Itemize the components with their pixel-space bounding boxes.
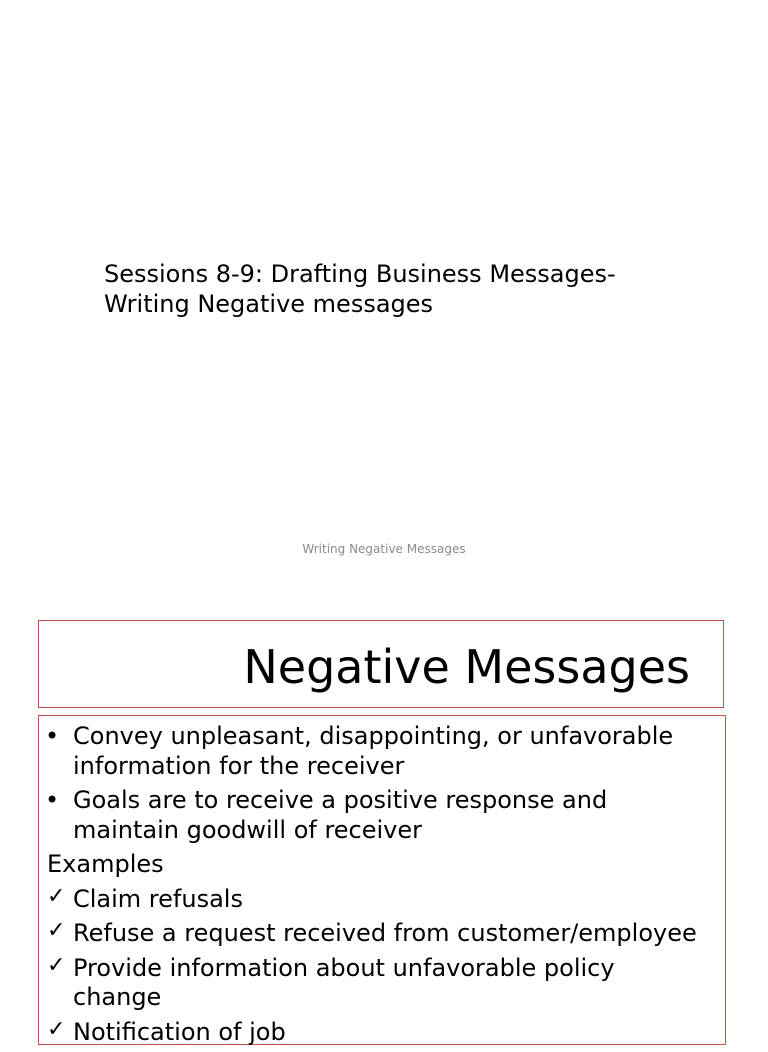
- list-item: [45, 722, 721, 781]
- list-item-text-line: change: [73, 983, 162, 1011]
- bullet-icon: •: [45, 786, 60, 814]
- list-item: [45, 786, 721, 845]
- page-footer-label: Writing Negative Messages: [302, 542, 466, 556]
- list-item-text-line: Notification of job: [73, 1017, 286, 1046]
- bullet-list: [45, 722, 721, 1052]
- list-item-text-line: Refuse a request received from customer/employee: [73, 919, 697, 947]
- list-item-text-line: Claim refusals: [73, 884, 243, 913]
- list-item-text-line: Goals are to receive a positive response and: [73, 786, 608, 814]
- list-item: [45, 885, 721, 915]
- document-title: [104, 259, 724, 319]
- bullet-icon: •: [45, 722, 60, 750]
- list-item-text-line: maintain goodwill of receiver: [73, 815, 423, 844]
- slide-heading: Negative Messages: [243, 640, 690, 694]
- checkmark-icon: ✓: [47, 1016, 66, 1042]
- list-item: [45, 954, 721, 1013]
- title-line-2: Writing Negative messages: [104, 290, 434, 318]
- list-item: [45, 1018, 721, 1048]
- list-item-text-line: Convey unpleasant, disappointing, or unfavorable: [73, 722, 674, 750]
- list-item-text-line: Provide information about unfavorable policy: [73, 953, 615, 982]
- examples-label: Examples: [47, 850, 164, 878]
- slide-content-box: [38, 715, 726, 1045]
- checkmark-icon: ✓: [47, 918, 66, 943]
- title-line-1: Sessions 8-9: Drafting Business Messages-: [104, 260, 616, 288]
- checkmark-icon: ✓: [47, 883, 66, 909]
- slide-heading-box: [38, 620, 724, 708]
- list-item: [45, 919, 721, 949]
- list-item-text-line: information for the receiver: [73, 751, 405, 780]
- checkmark-icon: ✓: [47, 952, 66, 978]
